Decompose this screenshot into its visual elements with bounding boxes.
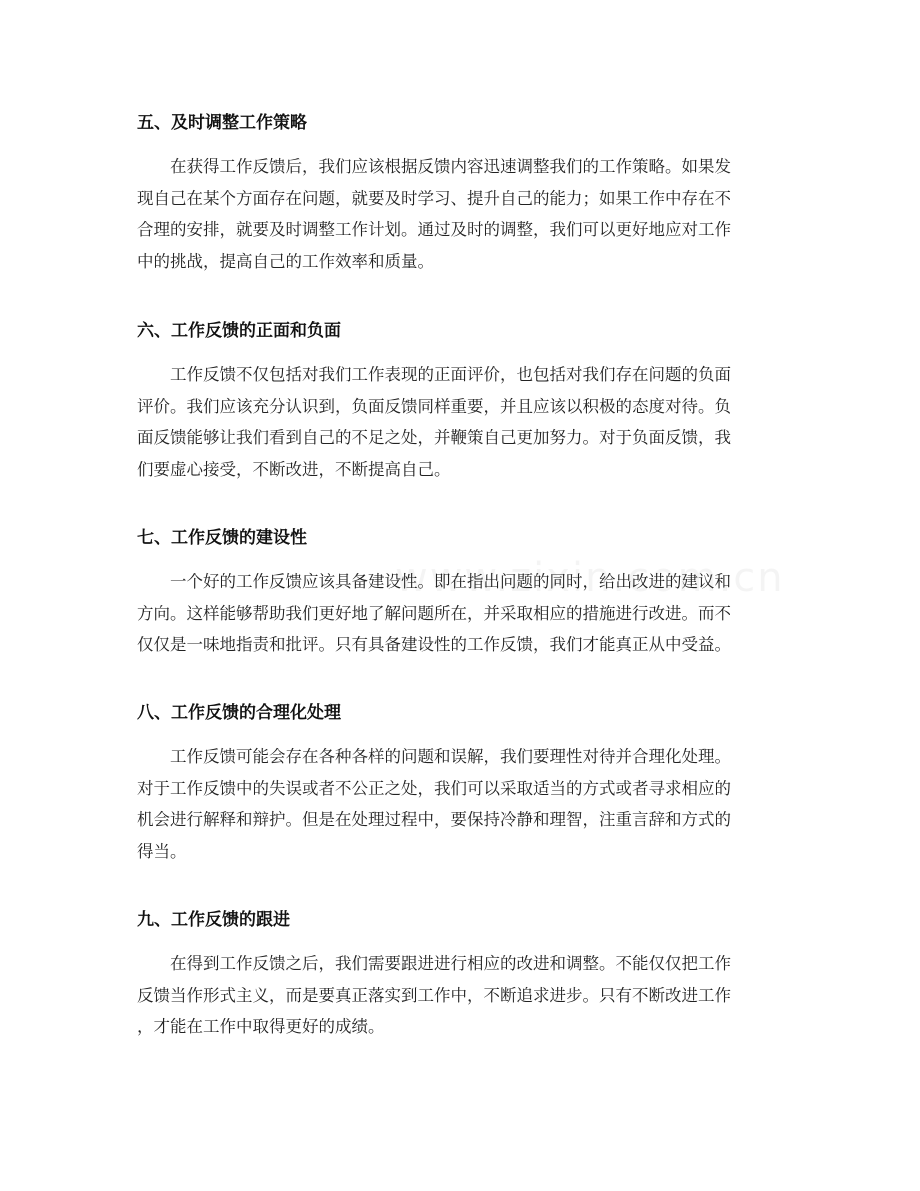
paragraph-line: 合理的安排，就要及时调整工作计划。通过及时的调整，我们可以更好地应对工作 [137, 220, 731, 239]
section-paragraph [137, 359, 787, 485]
paragraph-line: ，才能在工作中取得更好的成绩。 [137, 1017, 385, 1036]
paragraph-line: 在得到工作反馈之后，我们需要跟进进行相应的改进和调整。不能仅仅把工作 [170, 954, 731, 973]
section-5 [137, 112, 787, 277]
paragraph-line: 面反馈能够让我们看到自己的不足之处，并鞭策自己更加努力。对于负面反馈，我 [137, 428, 731, 447]
paragraph-line: 对于工作反馈中的失误或者不公正之处，我们可以采取适当的方式或者寻求相应的 [137, 778, 731, 798]
paragraph-line: 工作反馈可能会存在各种各样的问题和误解，我们要理性对待并合理化处理。 [170, 747, 731, 766]
paragraph-line: 得当。 [137, 841, 187, 861]
paragraph-line: 工作反馈不仅包括对我们工作表现的正面评价，也包括对我们存在问题的负面 [170, 365, 731, 384]
section-heading: 七、工作反馈的建设性 [137, 528, 307, 548]
section-paragraph [137, 948, 787, 1043]
paragraph-line: 一个好的工作反馈应该具备建设性。即在指出问题的同时，给出改进的建议和 [170, 572, 731, 591]
paragraph-line: 在获得工作反馈后，我们应该根据反馈内容迅速调整我们的工作策略。如果发 [170, 157, 731, 176]
section-6 [137, 320, 787, 485]
paragraph-line: 们要虚心接受，不断改进，不断提高自己。 [137, 459, 451, 479]
section-heading: 九、工作反馈的跟进 [137, 910, 290, 930]
section-9 [137, 909, 787, 1043]
section-heading: 五、及时调整工作策略 [137, 113, 307, 133]
section-heading: 八、工作反馈的合理化处理 [137, 703, 341, 723]
paragraph-line: 评价。我们应该充分认识到，负面反馈同样重要，并且应该以积极的态度对待。负 [137, 396, 731, 416]
section-7 [137, 527, 787, 661]
section-heading: 六、工作反馈的正面和负面 [137, 321, 341, 341]
paragraph-line: 反馈当作形式主义，而是要真正落实到工作中，不断追求进步。只有不断改进工作 [137, 985, 731, 1005]
section-paragraph [137, 566, 787, 661]
paragraph-line: 方向。这样能够帮助我们更好地了解问题所在，并采取相应的措施进行改进。而不 [137, 603, 731, 623]
section-8 [137, 702, 787, 867]
paragraph-line: 中的挑战，提高自己的工作效率和质量。 [137, 251, 434, 271]
paragraph-line: 机会进行解释和辩护。但是在处理过程中，要保持冷静和理智，注重言辞和方式的 [137, 810, 731, 829]
paragraph-line: 现自己在某个方面存在问题，就要及时学习、提升自己的能力；如果工作中存在不 [137, 188, 731, 208]
section-paragraph [137, 151, 787, 277]
section-paragraph [137, 741, 787, 867]
paragraph-line: 仅仅是一味地指责和批评。只有具备建设性的工作反馈，我们才能真正从中受益。 [137, 635, 731, 654]
